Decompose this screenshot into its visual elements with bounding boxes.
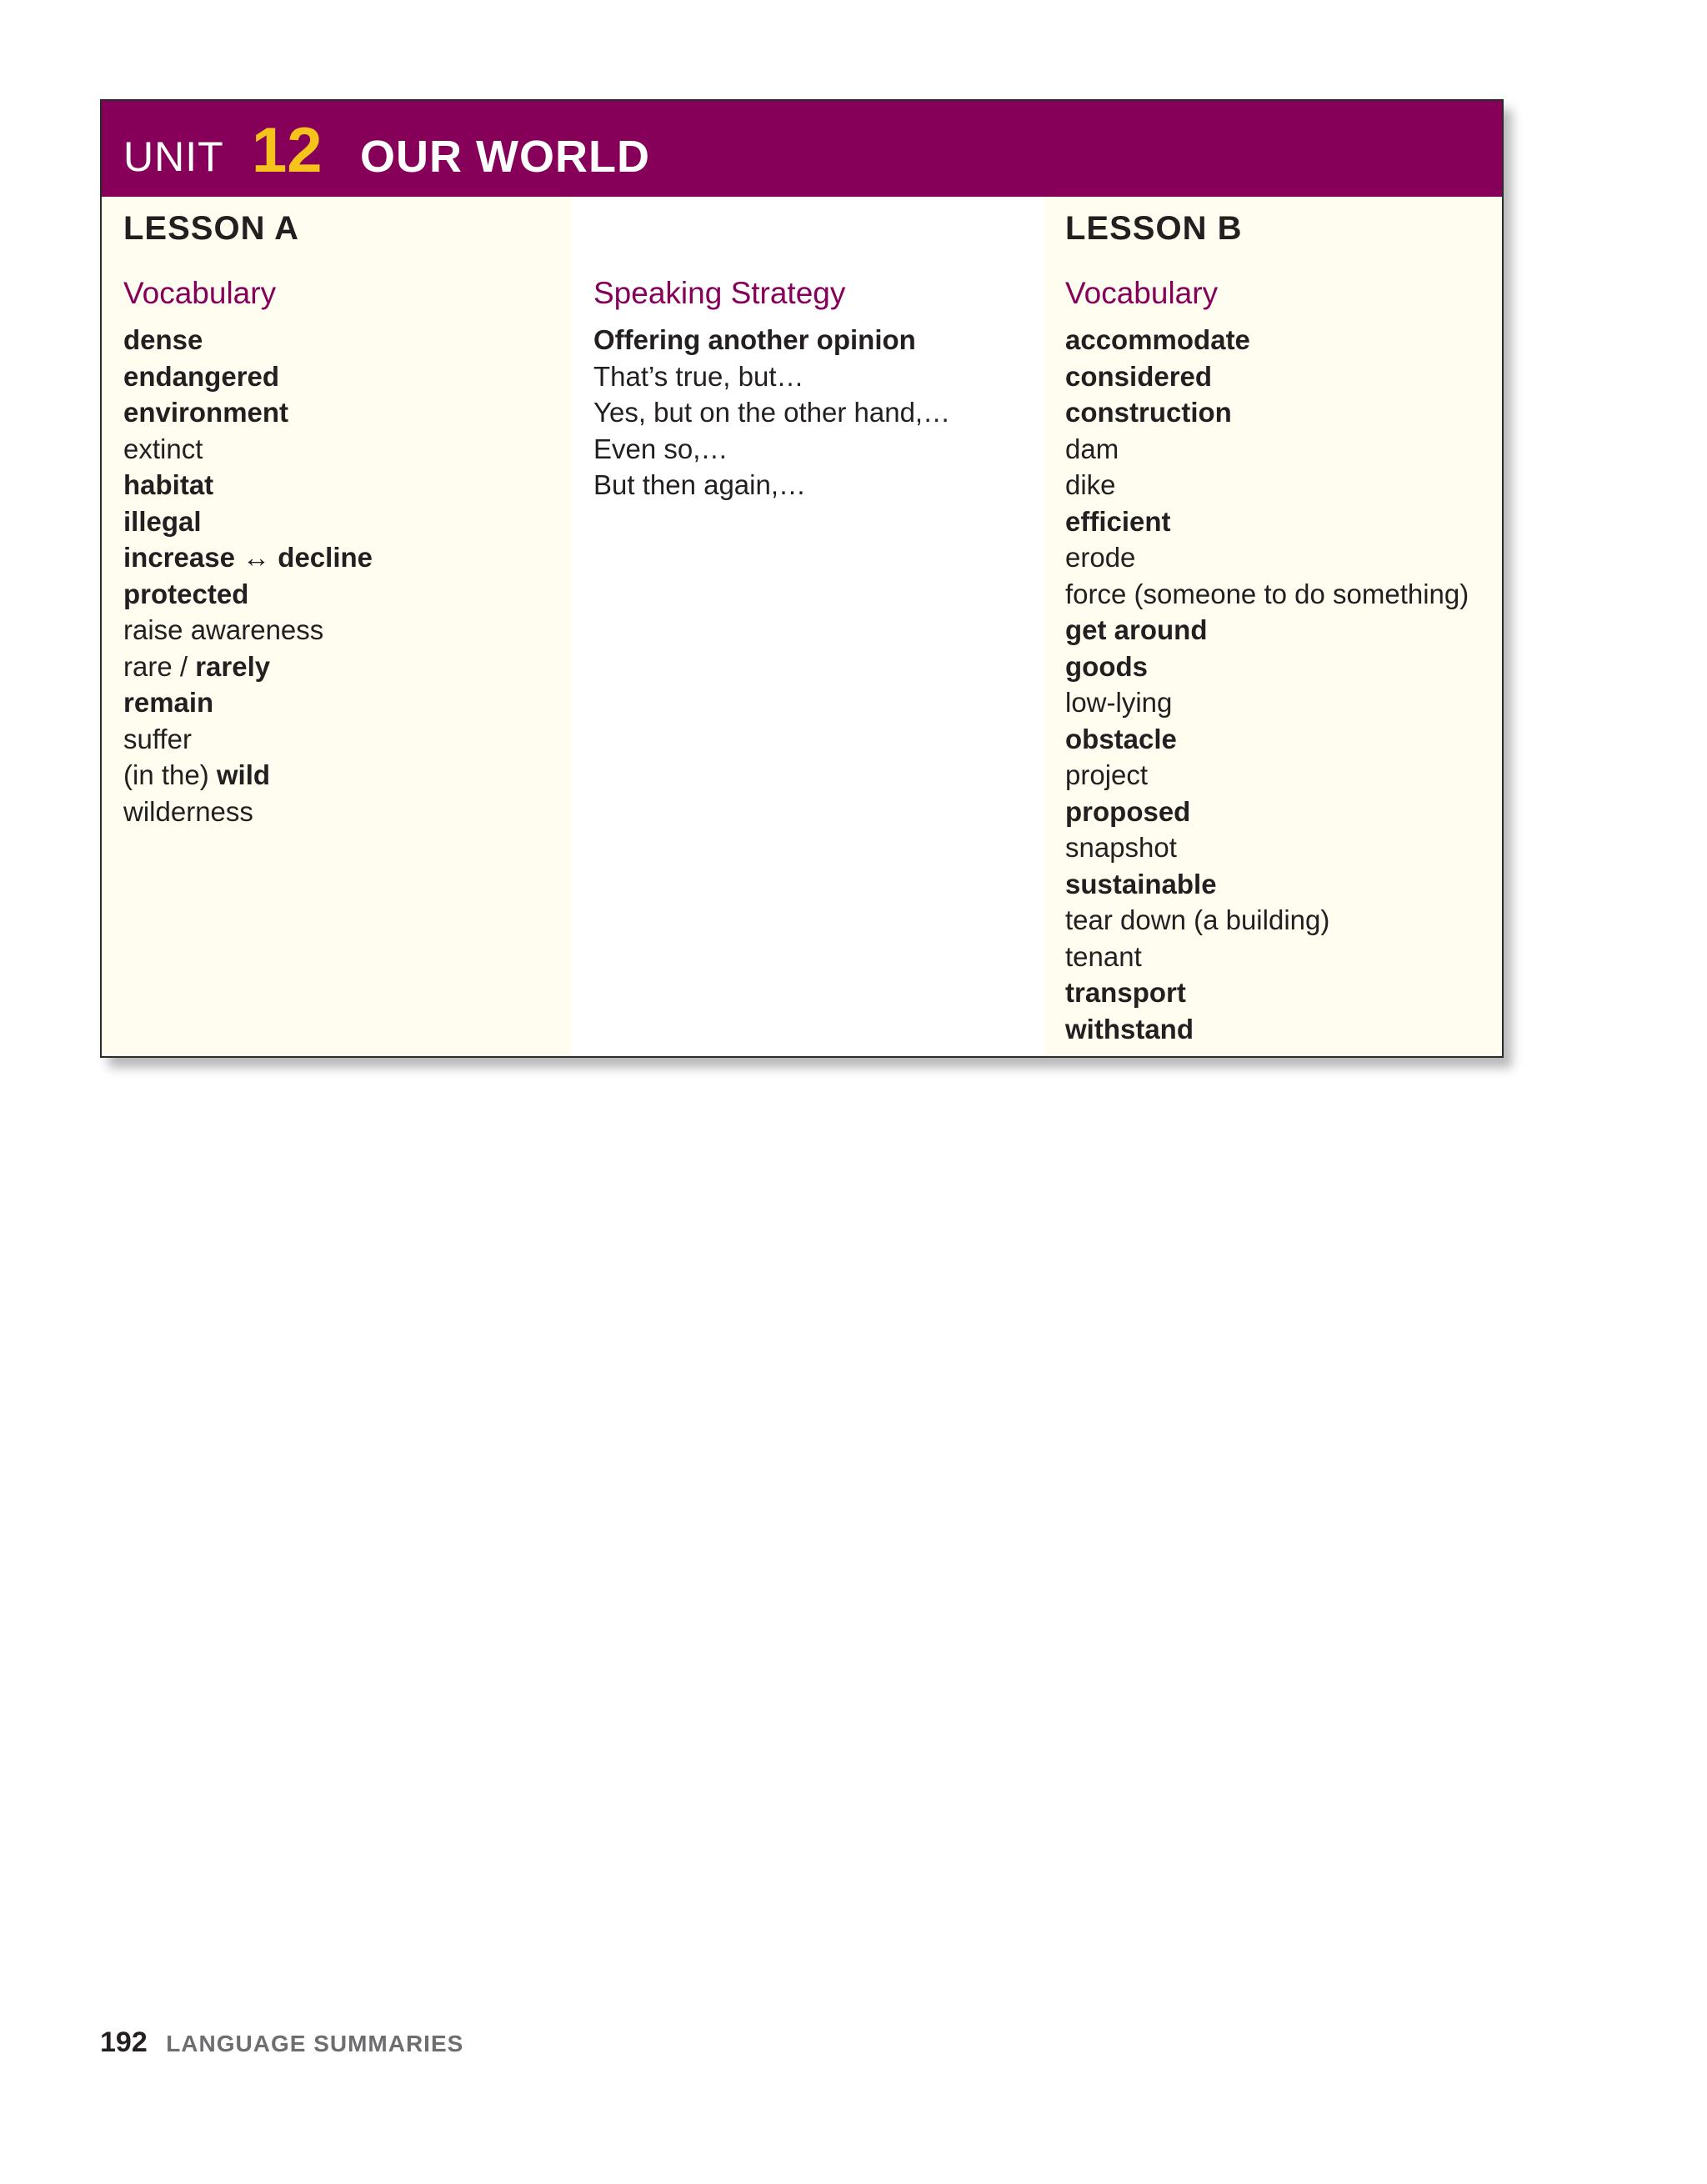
page-number: 192 [100, 2026, 148, 2058]
lesson-columns [102, 197, 1502, 1056]
lesson-b-vocabulary-heading: Vocabulary [1065, 276, 1219, 310]
list-item [1065, 829, 1469, 866]
bold-term: environment [123, 397, 289, 428]
lesson-b-vocabulary-list [1065, 322, 1469, 1047]
bold-term: goods [1065, 650, 1148, 682]
list-item [1065, 649, 1469, 685]
plain-term: project [1065, 759, 1149, 790]
list-item [1065, 721, 1469, 758]
list-item [593, 322, 950, 358]
lesson-b-title: LESSON B [1065, 210, 1243, 247]
list-item [123, 322, 373, 358]
list-item [1065, 1011, 1469, 1048]
plain-term: suffer [123, 723, 192, 754]
list-item [123, 649, 373, 685]
bold-term: considered [1065, 360, 1213, 392]
list-item [123, 612, 373, 649]
bold-term: decline [278, 542, 373, 573]
plain-term: extinct [123, 433, 203, 464]
list-item [123, 394, 373, 431]
plain-term: force (someone to do something) [1065, 578, 1469, 609]
speaking-strategy-heading: Speaking Strategy [593, 276, 846, 310]
plain-term: raise awareness [123, 614, 324, 645]
plain-term: low-lying [1065, 687, 1173, 718]
plain-term: Yes, but on the other hand,… [593, 397, 951, 428]
lesson-a-title: LESSON A [123, 210, 299, 247]
bold-term: endangered [123, 360, 280, 392]
plain-term: ↔ [234, 542, 278, 573]
plain-term: But then again,… [593, 469, 807, 500]
list-item [1065, 576, 1469, 613]
speaking-strategy-list [593, 322, 950, 503]
list-item [123, 576, 373, 613]
plain-term: dike [1065, 469, 1116, 500]
list-item [123, 358, 373, 395]
plain-term: (in the) [123, 759, 217, 790]
bold-term: remain [123, 687, 214, 718]
list-item [123, 794, 373, 830]
list-item [123, 503, 373, 540]
list-item [1065, 503, 1469, 540]
plain-term: erode [1065, 542, 1136, 573]
bold-term: accommodate [1065, 324, 1250, 355]
list-item [1065, 974, 1469, 1011]
page-footer [100, 2028, 463, 2056]
bold-term: rarely [195, 650, 271, 682]
lesson-a-vocabulary-heading: Vocabulary [123, 276, 277, 310]
lesson-a-column [102, 197, 572, 1056]
plain-term: tenant [1065, 940, 1142, 972]
lesson-a-vocabulary-list [123, 322, 373, 829]
list-item [1065, 902, 1469, 939]
unit-number: 12 [252, 115, 323, 186]
bold-term: proposed [1065, 795, 1191, 827]
bold-term: wild [216, 759, 271, 790]
bold-term: Offering another opinion [593, 324, 916, 355]
footer-label: LANGUAGE SUMMARIES [166, 2031, 464, 2056]
list-item [1065, 794, 1469, 830]
list-item [1065, 757, 1469, 794]
plain-term: That’s true, but… [593, 360, 804, 392]
lesson-b-column [1044, 197, 1502, 1056]
bold-term: efficient [1065, 505, 1171, 537]
list-item [1065, 684, 1469, 721]
list-item [123, 684, 373, 721]
unit-label: UNIT [123, 133, 224, 180]
list-item [593, 358, 950, 395]
plain-term: rare / [123, 650, 196, 682]
unit-title: OUR WORLD [360, 132, 650, 182]
list-item [1065, 539, 1469, 576]
unit-summary-box [100, 99, 1504, 1058]
bold-term: construction [1065, 397, 1232, 428]
list-item [1065, 612, 1469, 649]
list-item [123, 467, 373, 503]
list-item [1065, 358, 1469, 395]
list-item [1065, 322, 1469, 358]
list-item [1065, 431, 1469, 468]
bold-term: sustainable [1065, 868, 1217, 899]
list-item [593, 394, 950, 431]
plain-term: tear down (a building) [1065, 904, 1330, 935]
list-item [123, 539, 373, 576]
plain-term: snapshot [1065, 832, 1177, 863]
list-item [123, 757, 373, 794]
bold-term: withstand [1065, 1013, 1194, 1044]
bold-term: transport [1065, 977, 1186, 1008]
unit-header [102, 101, 1502, 197]
bold-term: illegal [123, 505, 202, 537]
bold-term: obstacle [1065, 723, 1177, 754]
list-item [123, 431, 373, 468]
list-item [123, 721, 373, 758]
bold-term: protected [123, 578, 249, 609]
list-item [593, 467, 950, 503]
plain-term: dam [1065, 433, 1119, 464]
plain-term: Even so,… [593, 433, 728, 464]
list-item [1065, 939, 1469, 975]
list-item [1065, 866, 1469, 903]
list-item [1065, 467, 1469, 503]
bold-term: get around [1065, 614, 1208, 645]
list-item [593, 431, 950, 468]
speaking-strategy-column [572, 197, 1044, 1056]
bold-term: increase [123, 542, 235, 573]
list-item [1065, 394, 1469, 431]
bold-term: habitat [123, 469, 214, 500]
bold-term: dense [123, 324, 203, 355]
plain-term: wilderness [123, 795, 253, 827]
